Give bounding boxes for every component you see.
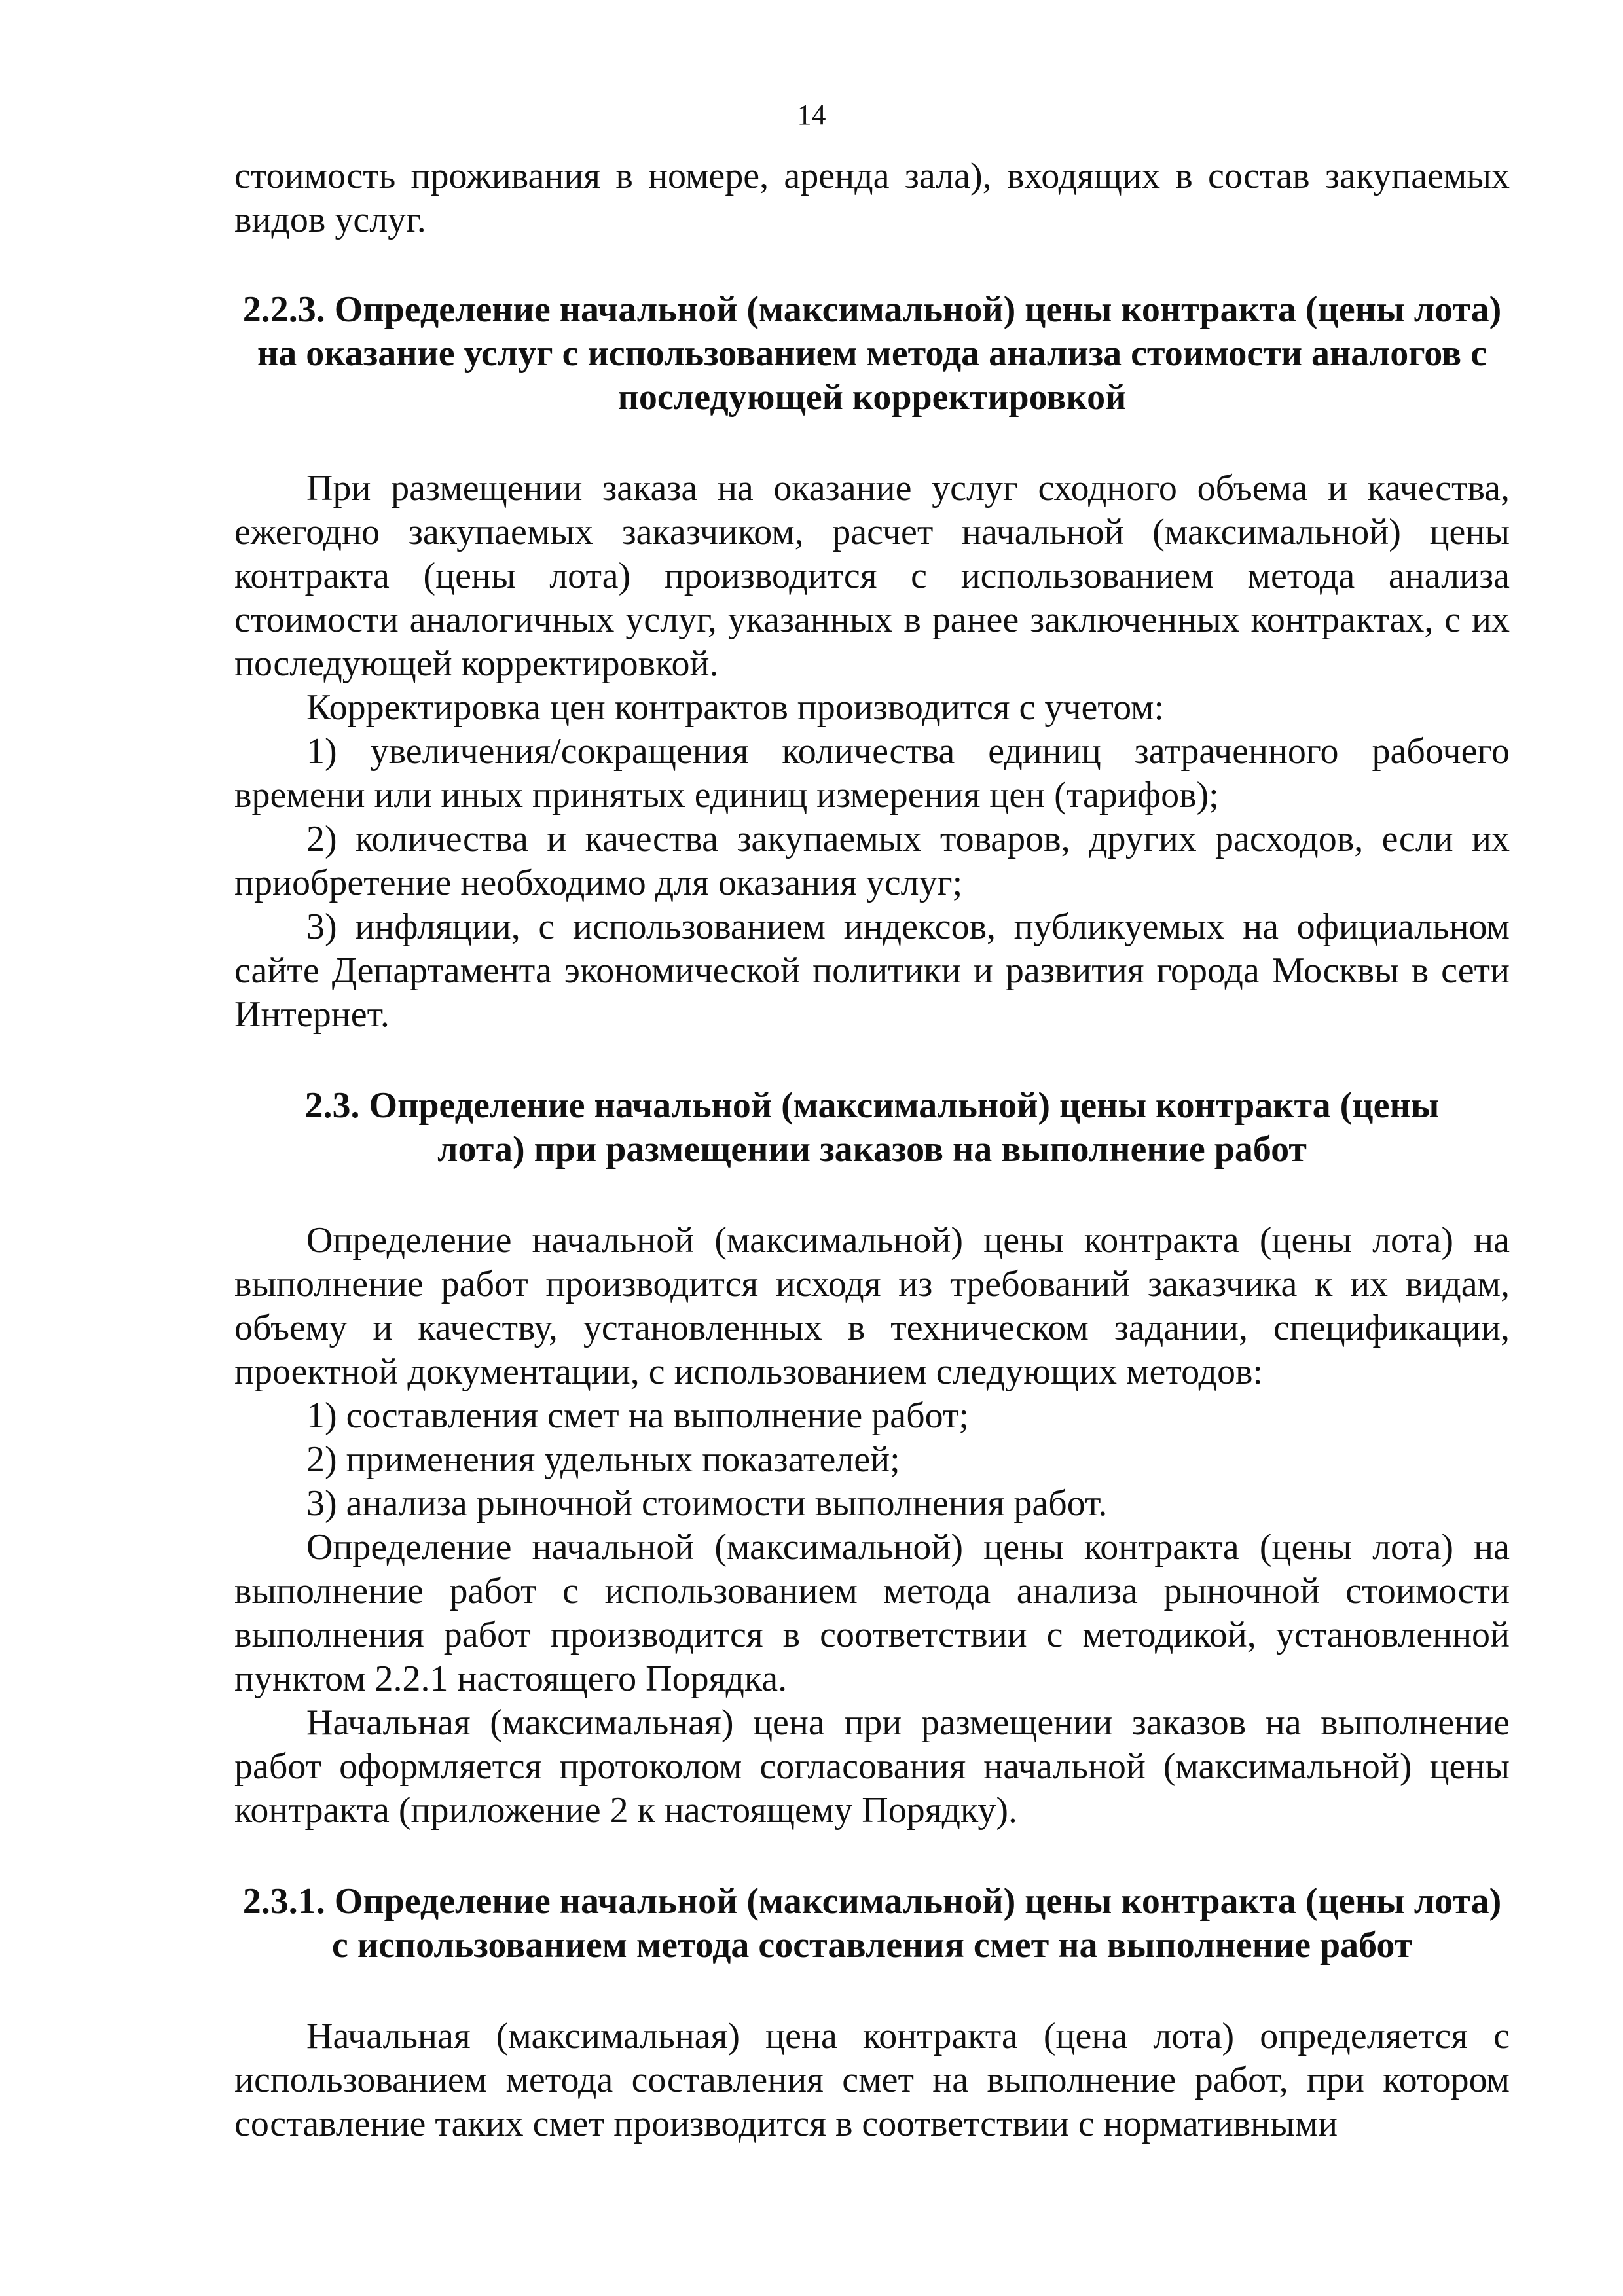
paragraph: Корректировка цен контрактов производится с учетом: [306,687,1165,728]
page-number: 14 [797,99,826,131]
document-body [234,154,1510,2146]
list-item: 1) составления смет на выполнение работ; [306,1395,969,1436]
paragraph: Начальная (максимальная) цена контракта (цена лота) определяется с использованием метода составления смет на выполнение работ, при котором составление таких смет производится в соответствии с нормативными [234,2016,1510,2144]
list-item: 2) количества и качества закупаемых товаров, других расходов, если их приобретение необходимо для оказания услуг; [234,819,1510,903]
spacer [234,1967,1510,2015]
paragraph: При размещении заказа на оказание услуг сходного объема и качества, ежегодно закупаемых заказчиком, расчет начальной (максимальной) цены контракта (цены лота) производится с использованием метода анализа стоимости аналогичных услуг, указанных в ранее заключенных контрактах, с их последующей корректировкой. [234,468,1510,684]
list-item: 1) увеличения/сокращения количества единиц затраченного рабочего времени или иных принятых единиц измерения цен (тарифов); [234,731,1510,816]
spacer [234,1833,1510,1880]
section-heading-2-3: 2.3. Определение начальной (максимальной) цены контракта (цены лота) при размещении заказов на выполнение работ [304,1085,1440,1170]
section-heading-2-3-1: 2.3.1. Определение начальной (максимальной) цены контракта (цены лота) с использованием метода составления смет на выполнение работ [242,1881,1502,1965]
spacer [234,420,1510,467]
section-heading-2-2-3: 2.2.3. Определение начальной (максимальной) цены контракта (цены лота) на оказание услуг с использованием метода анализа стоимости аналогов с последующей корректировкой [242,289,1502,418]
list-item: 3) анализа рыночной стоимости выполнения работ. [306,1483,1108,1524]
spacer [234,1037,1510,1084]
list-item: 2) применения удельных показателей; [306,1439,900,1480]
spacer [234,242,1510,288]
paragraph: Начальная (максимальная) цена при размещении заказов на выполнение работ оформляется протоколом согласования начальной (максимальной) цены контракта (приложение 2 к настоящему Порядку). [234,1702,1510,1831]
paragraph: Определение начальной (максимальной) цены контракта (цены лота) на выполнение работ производится исходя из требований заказчика к их видам, объему и качеству, установленных в техническом задании, спецификации, проектной документации, с использованием следующих методов: [234,1220,1510,1392]
paragraph-continuation: стоимость проживания в номере, аренда зала), входящих в состав закупаемых видов услуг. [234,156,1510,240]
spacer [234,1172,1510,1219]
list-item: 3) инфляции, с использованием индексов, публикуемых на официальном сайте Департамента экономической политики и развития города Москвы в сети Интернет. [234,906,1510,1035]
paragraph: Определение начальной (максимальной) цены контракта (цены лота) на выполнение работ с использованием метода анализа рыночной стоимости выполнения работ производится в соответствии с методикой, установленной пунктом 2.2.1 настоящего Порядка. [234,1527,1510,1699]
